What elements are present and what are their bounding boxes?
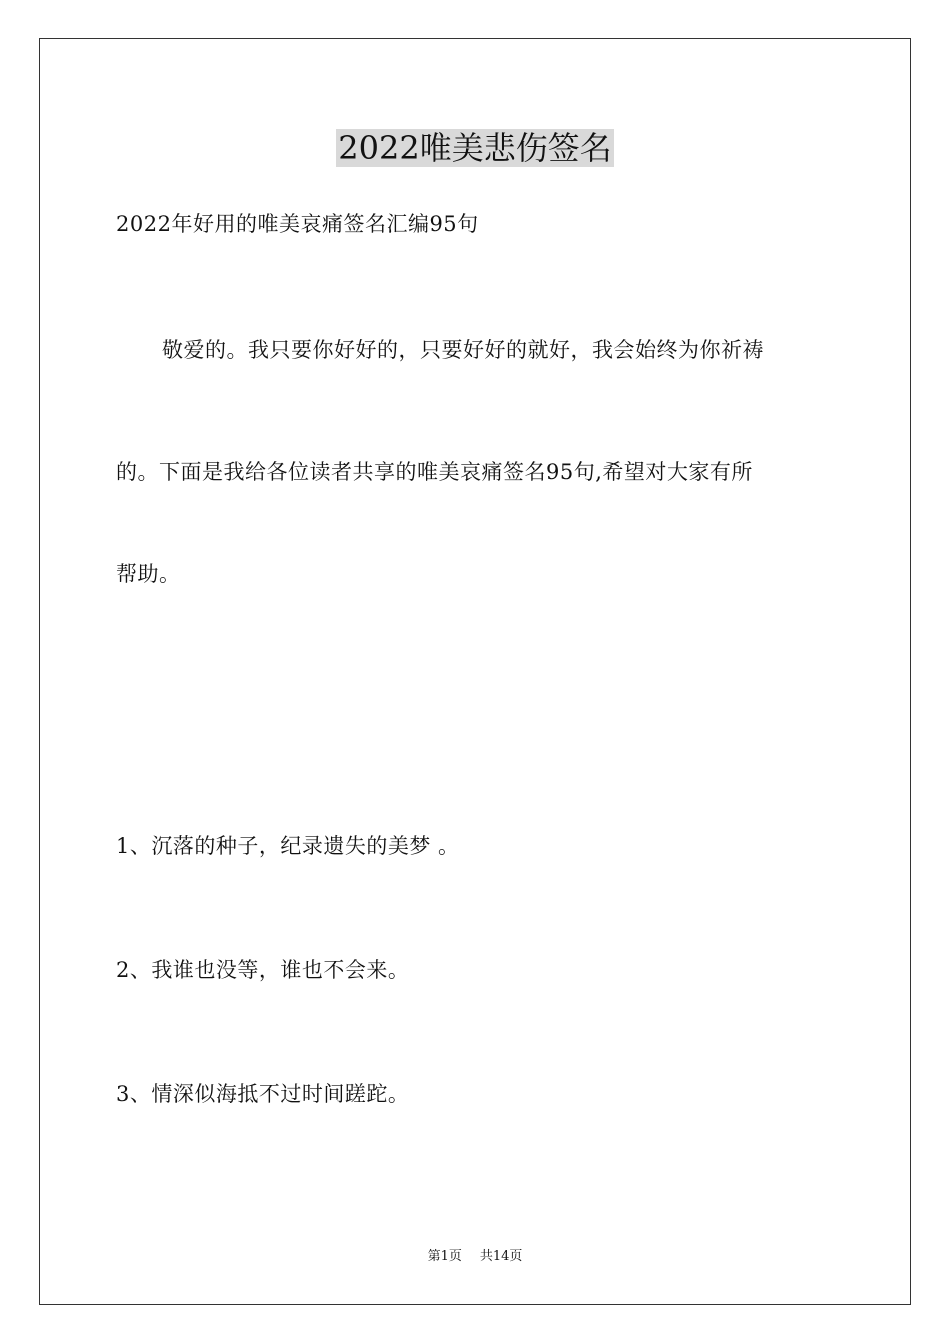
intro-line-3: 帮助。: [116, 562, 181, 586]
page-number: 第1页: [427, 1249, 462, 1264]
document-title: [0, 126, 950, 170]
page-footer: [0, 1248, 950, 1266]
list-item: 3、情深似海抵不过时间蹉跎。: [116, 1082, 410, 1106]
document-title-text: 2022唯美悲伤签名: [338, 129, 612, 167]
page-total: 共14页: [479, 1249, 523, 1264]
list-item: 2、我谁也没等，谁也不会来。: [116, 958, 410, 982]
intro-line-2: 的。下面是我给各位读者共享的唯美哀痛签名95句,希望对大家有所: [116, 460, 753, 484]
document-subtitle: 2022年好用的唯美哀痛签名汇编95句: [116, 212, 479, 236]
intro-line-1: 敬爱的。我只要你好好的，只要好好的就好，我会始终为你祈祷: [162, 338, 764, 362]
list-item: 1、沉落的种子，纪录遗失的美梦 。: [116, 834, 460, 858]
